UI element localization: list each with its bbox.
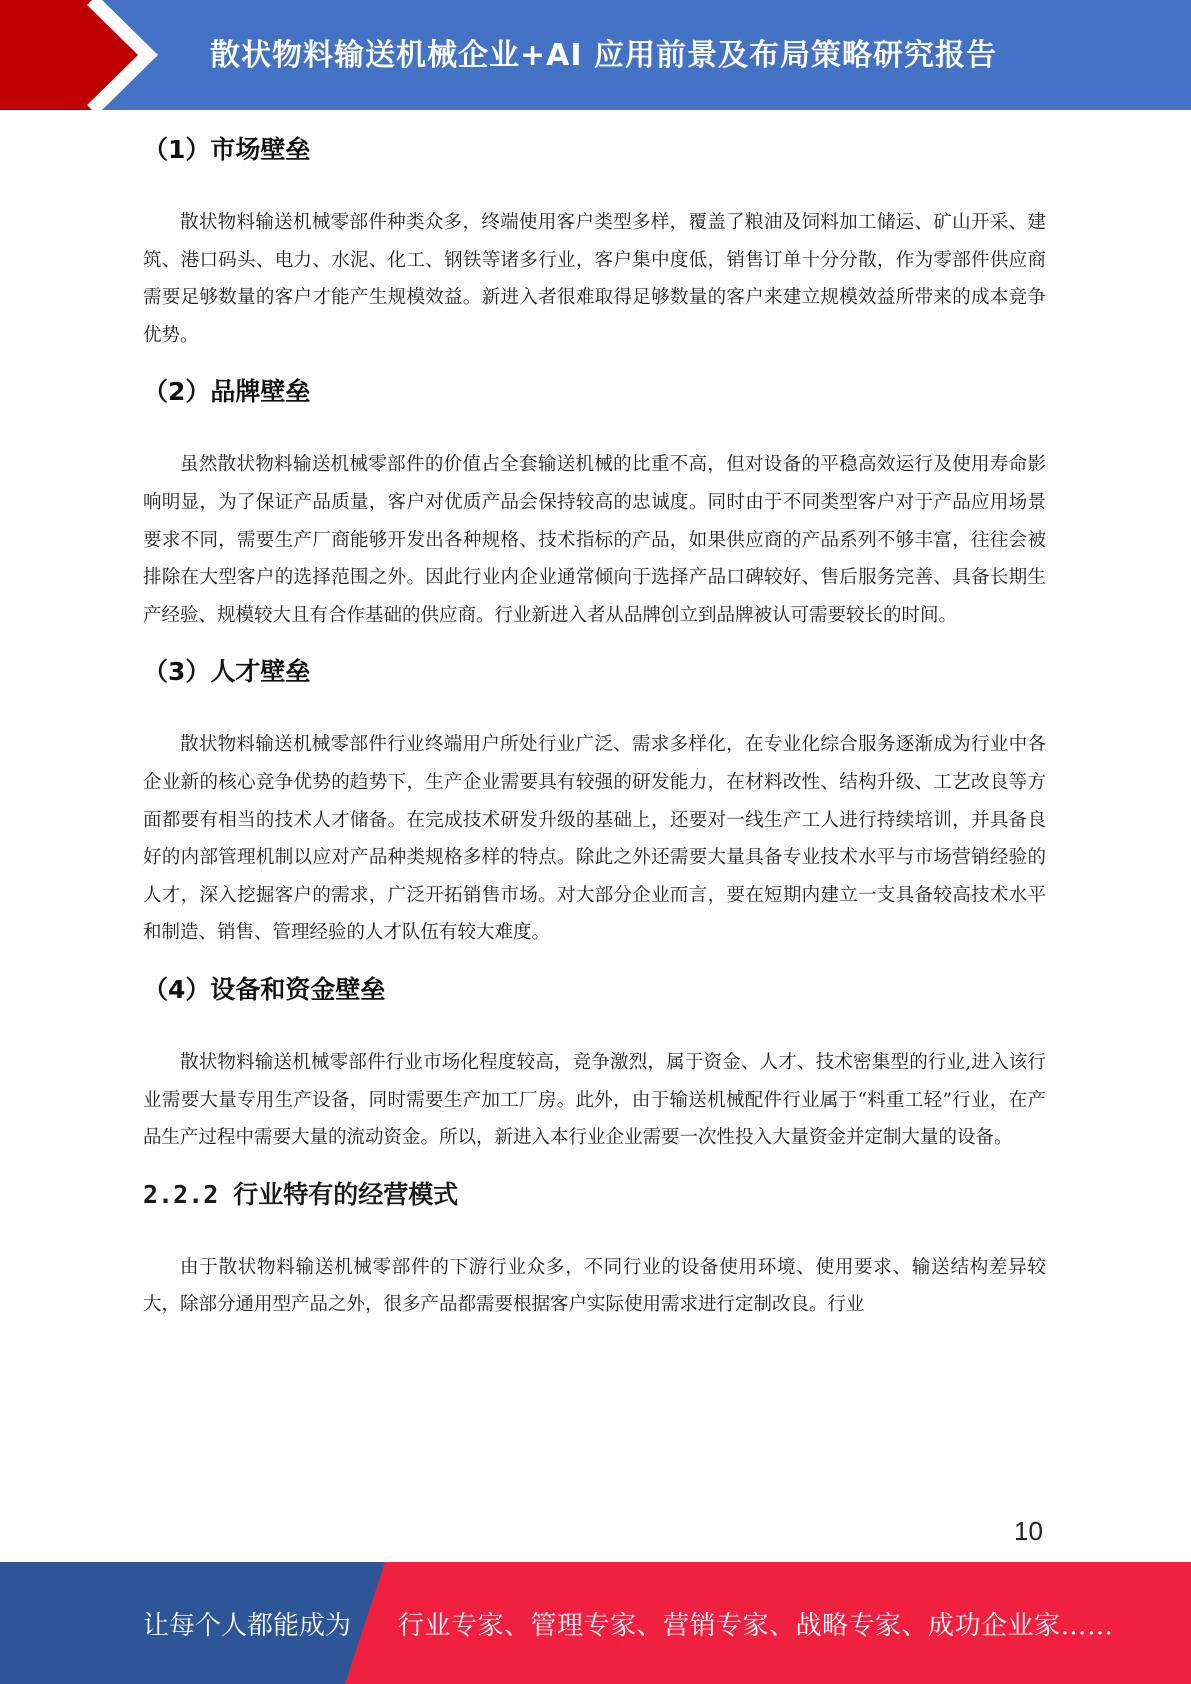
subsection-paragraph: 由于散状物料输送机械零部件的下游行业众多，不同行业的设备使用环境、使用要求、输送结构差异较大，除部分通用型产品之外，很多产品都需要根据客户实际使用需求进行定制改良。行业 <box>143 1256 1046 1316</box>
main-content <box>143 120 1046 1324</box>
section-market-barrier <box>143 120 1046 354</box>
footer-expert-list: 行业专家、管理专家、营销专家、战略专家、成功企业家…… <box>398 1611 1114 1641</box>
subsection-business-model <box>143 1165 1046 1324</box>
section-heading: （1）市场壁垒 <box>143 135 311 164</box>
section-heading: （3）人才壁垒 <box>143 657 311 687</box>
section-heading: （4）设备和资金壁垒 <box>143 974 386 1004</box>
report-title: 散状物料输送机械企业+AI 应用前景及布局策略研究报告 <box>210 38 997 73</box>
section-paragraph: 散状物料输送机械零部件行业市场化程度较高，竞争激烈，属于资金、人才、技术密集型的行业,进入该行业需要大量专用生产设备，同时需要生产加工厂房。此外，由于输送机械配件行业属于“料重工轻”行业，在产品生产过程中需要大量的流动资金。所以，新进入本行业企业需要一次性投入大量资金并定制大量的设备。 <box>143 1051 1046 1149</box>
section-talent-barrier <box>143 642 1046 952</box>
subsection-heading: 2.2.2 行业特有的经营模式 <box>143 1179 459 1209</box>
section-paragraph: 散状物料输送机械零部件种类众多，终端使用客户类型多样，覆盖了粮油及饲料加工储运、矿山开采、建筑、港口码头、电力、水泥、化工、钢铁等诸多行业，客户集中度低，销售订单十分分散，作为零部件供应商需要足够数量的客户才能产生规模效益。新进入者很难取得足够数量的客户来建立规模效益所带来的成本竞争优势。 <box>143 212 1046 346</box>
footer-slogan: 让每个人都能成为 <box>143 1611 352 1641</box>
section-paragraph: 散状物料输送机械零部件行业终端用户所处行业广泛、需求多样化，在专业化综合服务逐渐成为行业中各企业新的核心竞争优势的趋势下，生产企业需要具有较强的研发能力，在材料改性、结构升级、工艺改良等方面都要有相当的技术人才储备。在完成技术研发升级的基础上，还要对一线生产工人进行持续培训，并具备良好的内部管理机制以应对产品种类规格多样的特点。除此之外还需要大量具备专业技术水平与市场营销经验的人才，深入挖掘客户的需求，广泛开拓销售市场。对大部分企业而言，要在短期内建立一支具备较高技术水平和制造、销售、管理经验的人才队伍有较大难度。 <box>143 734 1046 944</box>
page-footer <box>0 1562 1191 1684</box>
section-paragraph: 虽然散状物料输送机械零部件的价值占全套输送机械的比重不高，但对设备的平稳高效运行及使用寿命影响明显，为了保证产品质量，客户对优质产品会保持较高的忠诚度。同时由于不同类型客户对于产品应用场景要求不同，需要生产厂商能够开发出各种规格、技术指标的产品，如果供应商的产品系列不够丰富，往往会被排除在大型客户的选择范围之外。因此行业内企业通常倾向于选择产品口碑较好、售后服务完善、具备长期生产经验、规模较大且有合作基础的供应商。行业新进入者从品牌创立到品牌被认可需要较长的时间。 <box>143 454 1046 626</box>
page-number: 10 <box>1014 1516 1043 1546</box>
page-header <box>0 0 1191 110</box>
section-heading: （2）品牌壁垒 <box>143 377 311 407</box>
section-brand-barrier <box>143 362 1046 634</box>
section-capital-barrier <box>143 960 1046 1157</box>
